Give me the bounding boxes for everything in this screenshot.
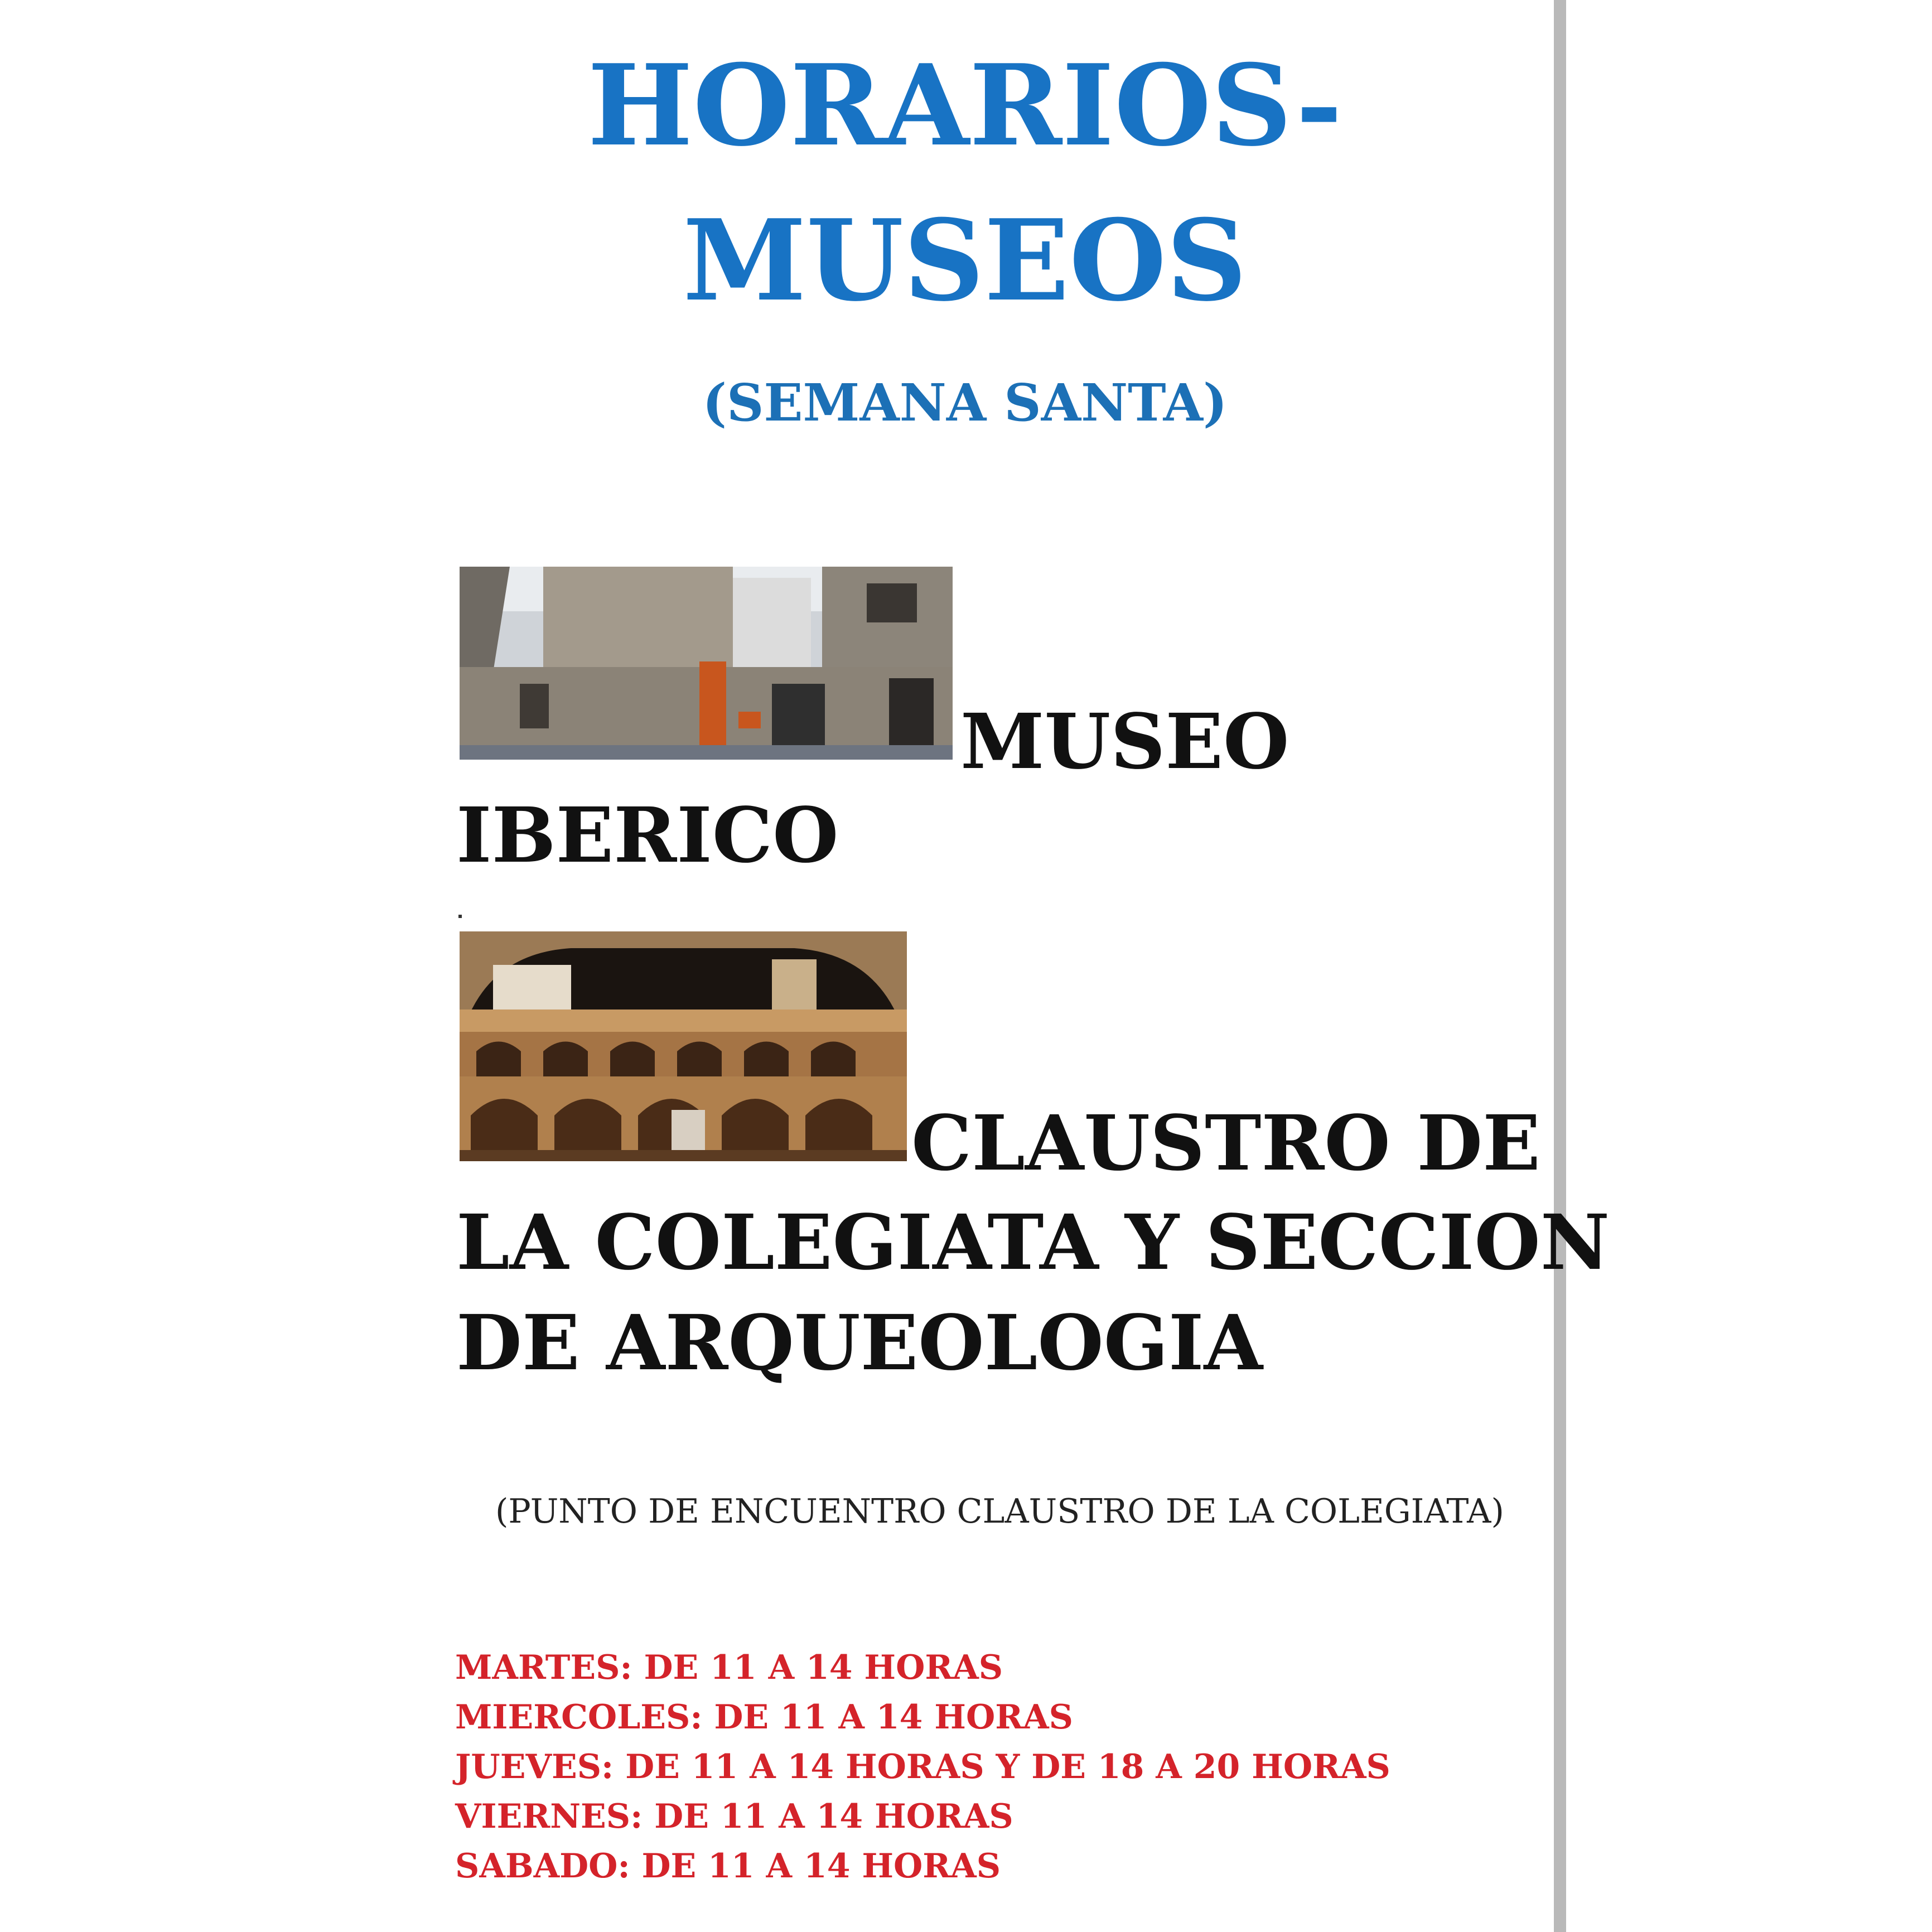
museum-1-name-line-2: IBERICO — [456, 791, 839, 880]
opening-hours-list — [455, 1643, 1390, 1891]
meeting-point-note: (PUNTO DE ENCUENTRO CLAUSTRO DE LA COLEGIATA) — [495, 1492, 1504, 1531]
hours-tuesday: MARTES: DE 11 A 14 HORAS — [455, 1648, 1003, 1687]
hours-saturday: SABADO: DE 11 A 14 HORAS — [455, 1847, 1001, 1886]
museum-2-name-line-1: CLAUSTRO DE — [911, 1099, 1540, 1188]
claustro-colegiata-photo — [460, 931, 907, 1161]
museum-2-name-line-2: LA COLEGIATA Y SECCION — [456, 1198, 1610, 1287]
hours-wednesday: MIERCOLES: DE 11 A 14 HORAS — [455, 1698, 1073, 1737]
title-line-1: HORARIOS- — [587, 40, 1342, 171]
title-line-2: MUSEOS — [683, 195, 1247, 326]
museum-1-name-line-1: MUSEO — [960, 697, 1289, 786]
museum-2-name-line-3: DE ARQUEOLOGIA — [456, 1298, 1263, 1388]
museo-iberico-photo — [460, 567, 953, 760]
hours-friday: VIERNES: DE 11 A 14 HORAS — [455, 1797, 1013, 1836]
stray-dot — [458, 915, 462, 918]
hours-thursday: JUEVES: DE 11 A 14 HORAS Y DE 18 A 20 HORAS — [455, 1747, 1390, 1786]
subtitle: (SEMANA SANTA) — [702, 373, 1228, 433]
